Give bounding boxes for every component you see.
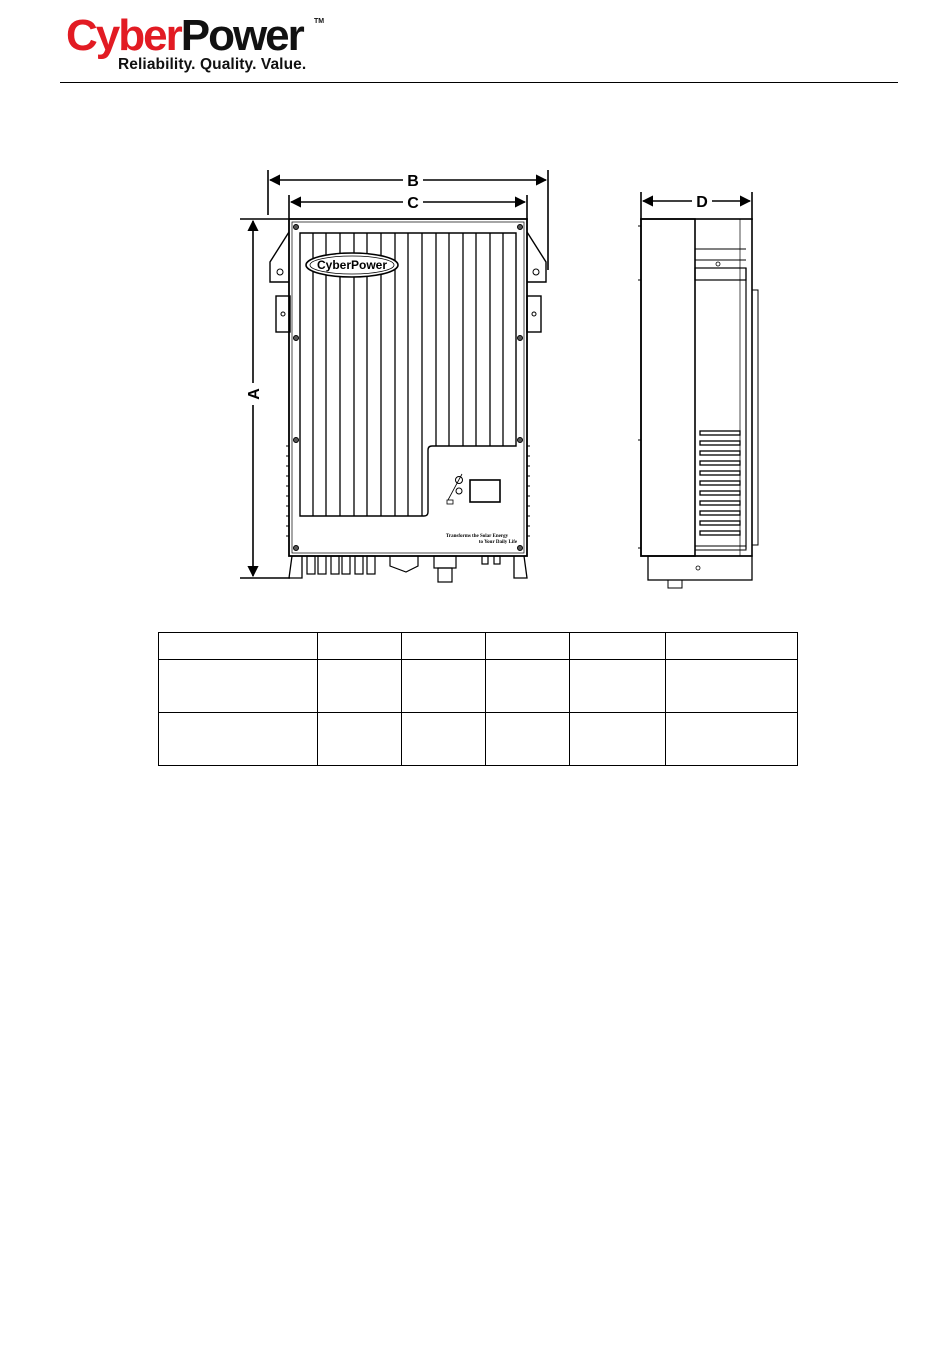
side-vent-slots — [700, 431, 740, 535]
table-cell — [486, 633, 570, 660]
table-cell — [666, 713, 798, 766]
table-cell — [159, 660, 318, 713]
table-cell — [318, 713, 402, 766]
dimension-label-c: C — [407, 195, 419, 212]
table-cell — [486, 660, 570, 713]
logo-tagline: Reliability. Quality. Value. — [118, 56, 307, 73]
table-cell — [570, 633, 666, 660]
table-cell — [666, 633, 798, 660]
table-cell — [402, 633, 486, 660]
front-slogan-line1: Transforms the Solar Energy — [445, 534, 509, 539]
side-view — [638, 219, 758, 588]
table-cell — [402, 713, 486, 766]
dimension-label-d: D — [696, 194, 708, 211]
table-cell — [318, 633, 402, 660]
table-cell — [402, 660, 486, 713]
table-row — [159, 660, 798, 713]
table-cell — [159, 713, 318, 766]
front-slogan-line2: to Your Daily Life — [478, 540, 518, 545]
table-cell — [159, 633, 318, 660]
logo-wordmark: CyberPower — [66, 11, 303, 60]
table-cell — [486, 713, 570, 766]
table-cell — [570, 660, 666, 713]
table-cell — [318, 660, 402, 713]
table-cell — [570, 713, 666, 766]
front-badge-logo: CyberPower — [316, 258, 388, 272]
dimension-lines — [240, 170, 752, 578]
table-header-row — [159, 633, 798, 660]
inverter-dimension-drawing — [0, 0, 950, 620]
front-view — [270, 219, 546, 582]
dimension-label-b: B — [407, 173, 419, 190]
dimension-label-a: A — [246, 388, 263, 400]
trademark-mark: TM — [314, 18, 325, 25]
table-cell — [666, 660, 798, 713]
table-row — [159, 713, 798, 766]
dimension-table — [158, 632, 798, 766]
